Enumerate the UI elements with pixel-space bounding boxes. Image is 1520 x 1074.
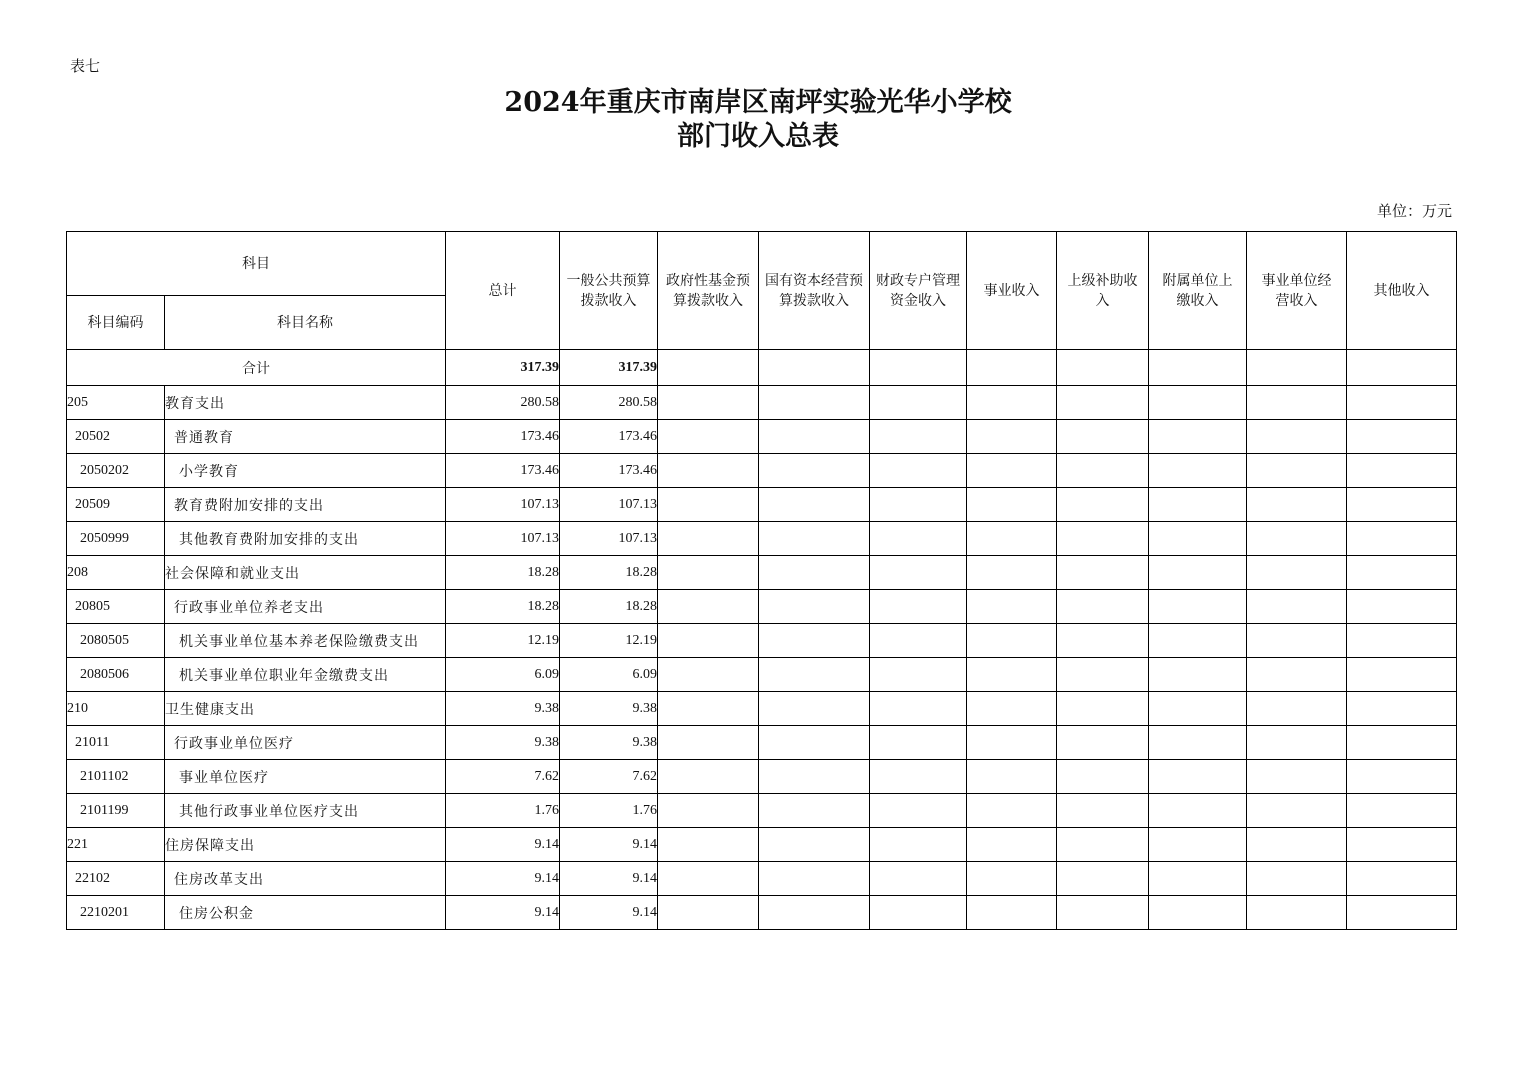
empty-cell xyxy=(658,350,759,386)
empty-cell xyxy=(1149,454,1247,488)
total-sum: 317.39 xyxy=(446,350,560,386)
general-public-cell: 18.28 xyxy=(560,590,658,624)
empty-cell xyxy=(967,624,1057,658)
empty-cell xyxy=(1057,794,1149,828)
empty-cell xyxy=(870,350,967,386)
empty-cell xyxy=(658,386,759,420)
subject-name-cell: 住房改革支出 xyxy=(165,862,446,896)
header-subject-name: 科目名称 xyxy=(165,296,446,350)
subject-code-cell: 221 xyxy=(67,828,165,862)
empty-cell xyxy=(759,420,870,454)
general-public-cell: 280.58 xyxy=(560,386,658,420)
empty-cell xyxy=(967,488,1057,522)
total-cell: 107.13 xyxy=(446,488,560,522)
empty-cell xyxy=(870,658,967,692)
table-row xyxy=(67,896,1457,930)
empty-cell xyxy=(1149,350,1247,386)
subject-name-cell: 行政事业单位养老支出 xyxy=(165,590,446,624)
empty-cell xyxy=(967,658,1057,692)
table-row xyxy=(67,386,1457,420)
empty-cell xyxy=(967,692,1057,726)
header-fiscal-special: 财政专户管理资金收入 xyxy=(870,232,967,350)
subject-code-cell: 2101102 xyxy=(67,760,165,794)
subject-code-cell: 21011 xyxy=(67,726,165,760)
subject-name-cell: 卫生健康支出 xyxy=(165,692,446,726)
empty-cell xyxy=(1347,862,1457,896)
general-public-cell: 173.46 xyxy=(560,454,658,488)
empty-cell xyxy=(658,828,759,862)
empty-cell xyxy=(1057,488,1149,522)
subject-code-cell: 210 xyxy=(67,692,165,726)
subject-name-cell: 住房保障支出 xyxy=(165,828,446,862)
empty-cell xyxy=(759,658,870,692)
table-row xyxy=(67,454,1457,488)
empty-cell xyxy=(967,350,1057,386)
empty-cell xyxy=(870,386,967,420)
empty-cell xyxy=(967,896,1057,930)
subject-code-cell: 2050202 xyxy=(67,454,165,488)
empty-cell xyxy=(967,726,1057,760)
empty-cell xyxy=(759,556,870,590)
empty-cell xyxy=(1149,522,1247,556)
subject-name-cell: 其他行政事业单位医疗支出 xyxy=(165,794,446,828)
subject-name-cell: 社会保障和就业支出 xyxy=(165,556,446,590)
subject-name-cell: 其他教育费附加安排的支出 xyxy=(165,522,446,556)
total-row xyxy=(67,350,1457,386)
empty-cell xyxy=(1149,692,1247,726)
empty-cell xyxy=(1247,726,1347,760)
table-row xyxy=(67,658,1457,692)
empty-cell xyxy=(1149,828,1247,862)
empty-cell xyxy=(1347,454,1457,488)
empty-cell xyxy=(759,726,870,760)
total-cell: 18.28 xyxy=(446,590,560,624)
empty-cell xyxy=(1057,522,1149,556)
header-general-public: 一般公共预算拨款收入 xyxy=(560,232,658,350)
empty-cell xyxy=(759,828,870,862)
empty-cell xyxy=(1149,896,1247,930)
empty-cell xyxy=(1247,590,1347,624)
empty-cell xyxy=(759,454,870,488)
empty-cell xyxy=(870,896,967,930)
empty-cell xyxy=(967,760,1057,794)
subject-name-cell: 事业单位医疗 xyxy=(165,760,446,794)
subject-code-cell: 2210201 xyxy=(67,896,165,930)
empty-cell xyxy=(870,420,967,454)
empty-cell xyxy=(1057,556,1149,590)
general-public-cell: 6.09 xyxy=(560,658,658,692)
page-subtitle: 部门收入总表 xyxy=(677,121,839,152)
table-row xyxy=(67,760,1457,794)
empty-cell xyxy=(1057,454,1149,488)
total-cell: 9.38 xyxy=(446,726,560,760)
empty-cell xyxy=(658,760,759,794)
empty-cell xyxy=(870,624,967,658)
empty-cell xyxy=(1247,556,1347,590)
empty-cell xyxy=(1149,556,1247,590)
empty-cell xyxy=(759,522,870,556)
general-public-cell: 107.13 xyxy=(560,488,658,522)
empty-cell xyxy=(1347,590,1457,624)
empty-cell xyxy=(870,828,967,862)
subject-code-cell: 20502 xyxy=(67,420,165,454)
empty-cell xyxy=(759,692,870,726)
subject-name-cell: 教育费附加安排的支出 xyxy=(165,488,446,522)
total-cell: 107.13 xyxy=(446,522,560,556)
subject-code-cell: 2080505 xyxy=(67,624,165,658)
empty-cell xyxy=(658,556,759,590)
empty-cell xyxy=(1247,692,1347,726)
empty-cell xyxy=(1247,624,1347,658)
subject-name-cell: 机关事业单位职业年金缴费支出 xyxy=(165,658,446,692)
empty-cell xyxy=(1149,760,1247,794)
empty-cell xyxy=(967,862,1057,896)
empty-cell xyxy=(1057,420,1149,454)
empty-cell xyxy=(967,454,1057,488)
general-public-cell: 18.28 xyxy=(560,556,658,590)
empty-cell xyxy=(658,590,759,624)
unit-label: 单位：万元 xyxy=(1376,202,1452,220)
table-row xyxy=(67,590,1457,624)
empty-cell xyxy=(1149,590,1247,624)
general-public-cell: 9.14 xyxy=(560,862,658,896)
header-total: 总计 xyxy=(446,232,560,350)
empty-cell xyxy=(658,488,759,522)
empty-cell xyxy=(759,896,870,930)
empty-cell xyxy=(967,522,1057,556)
header-row-1 xyxy=(67,232,1457,296)
empty-cell xyxy=(658,454,759,488)
empty-cell xyxy=(1057,350,1149,386)
empty-cell xyxy=(1149,726,1247,760)
empty-cell xyxy=(1149,862,1247,896)
subject-name-cell: 机关事业单位基本养老保险缴费支出 xyxy=(165,624,446,658)
empty-cell xyxy=(1247,350,1347,386)
table-number-label: 表七 xyxy=(70,57,101,75)
empty-cell xyxy=(870,454,967,488)
empty-cell xyxy=(1247,658,1347,692)
total-cell: 280.58 xyxy=(446,386,560,420)
table-row xyxy=(67,794,1457,828)
empty-cell xyxy=(658,692,759,726)
total-cell: 173.46 xyxy=(446,420,560,454)
empty-cell xyxy=(759,862,870,896)
empty-cell xyxy=(1347,556,1457,590)
empty-cell xyxy=(967,828,1057,862)
empty-cell xyxy=(658,420,759,454)
empty-cell xyxy=(1057,590,1149,624)
general-public-cell: 9.38 xyxy=(560,726,658,760)
empty-cell xyxy=(658,658,759,692)
table-row xyxy=(67,692,1457,726)
empty-cell xyxy=(658,726,759,760)
empty-cell xyxy=(967,386,1057,420)
empty-cell xyxy=(1149,624,1247,658)
empty-cell xyxy=(1149,658,1247,692)
empty-cell xyxy=(1347,420,1457,454)
income-table xyxy=(66,231,1457,930)
empty-cell xyxy=(870,862,967,896)
header-gov-fund: 政府性基金预算拨款收入 xyxy=(658,232,759,350)
empty-cell xyxy=(1347,896,1457,930)
empty-cell xyxy=(1247,896,1347,930)
empty-cell xyxy=(1347,692,1457,726)
empty-cell xyxy=(1347,386,1457,420)
empty-cell xyxy=(1057,386,1149,420)
subject-name-cell: 住房公积金 xyxy=(165,896,446,930)
empty-cell xyxy=(967,420,1057,454)
empty-cell xyxy=(1247,454,1347,488)
empty-cell xyxy=(1149,488,1247,522)
table-row xyxy=(67,556,1457,590)
subject-name-cell: 教育支出 xyxy=(165,386,446,420)
empty-cell xyxy=(870,726,967,760)
empty-cell xyxy=(1149,794,1247,828)
table-row xyxy=(67,862,1457,896)
empty-cell xyxy=(1347,624,1457,658)
empty-cell xyxy=(1057,692,1149,726)
table-row xyxy=(67,420,1457,454)
total-cell: 7.62 xyxy=(446,760,560,794)
empty-cell xyxy=(1057,896,1149,930)
empty-cell xyxy=(1057,624,1149,658)
empty-cell xyxy=(658,624,759,658)
header-subject-code: 科目编码 xyxy=(67,296,165,350)
general-public-cell: 7.62 xyxy=(560,760,658,794)
total-cell: 1.76 xyxy=(446,794,560,828)
general-public-cell: 9.14 xyxy=(560,896,658,930)
empty-cell xyxy=(1347,794,1457,828)
total-cell: 9.14 xyxy=(446,828,560,862)
empty-cell xyxy=(967,590,1057,624)
empty-cell xyxy=(870,590,967,624)
total-cell: 9.14 xyxy=(446,862,560,896)
empty-cell xyxy=(658,794,759,828)
table-row xyxy=(67,828,1457,862)
empty-cell xyxy=(1347,350,1457,386)
table-row xyxy=(67,522,1457,556)
table-row xyxy=(67,726,1457,760)
empty-cell xyxy=(1057,828,1149,862)
subject-name-cell: 普通教育 xyxy=(165,420,446,454)
empty-cell xyxy=(1247,420,1347,454)
empty-cell xyxy=(658,896,759,930)
empty-cell xyxy=(1347,828,1457,862)
empty-cell xyxy=(759,386,870,420)
empty-cell xyxy=(1057,658,1149,692)
total-label: 合计 xyxy=(67,350,446,386)
empty-cell xyxy=(870,488,967,522)
empty-cell xyxy=(1347,658,1457,692)
general-public-cell: 9.14 xyxy=(560,828,658,862)
empty-cell xyxy=(870,522,967,556)
general-public-cell: 107.13 xyxy=(560,522,658,556)
empty-cell xyxy=(967,794,1057,828)
empty-cell xyxy=(759,794,870,828)
empty-cell xyxy=(759,760,870,794)
empty-cell xyxy=(1247,794,1347,828)
subject-name-cell: 小学教育 xyxy=(165,454,446,488)
general-public-cell: 12.19 xyxy=(560,624,658,658)
empty-cell xyxy=(967,556,1057,590)
total-general-public: 317.39 xyxy=(560,350,658,386)
empty-cell xyxy=(658,862,759,896)
subject-code-cell: 2101199 xyxy=(67,794,165,828)
empty-cell xyxy=(870,692,967,726)
empty-cell xyxy=(1347,522,1457,556)
empty-cell xyxy=(1247,488,1347,522)
total-cell: 12.19 xyxy=(446,624,560,658)
empty-cell xyxy=(870,794,967,828)
empty-cell xyxy=(870,760,967,794)
total-cell: 173.46 xyxy=(446,454,560,488)
empty-cell xyxy=(1247,386,1347,420)
table-row xyxy=(67,624,1457,658)
empty-cell xyxy=(1347,760,1457,794)
header-other-income: 其他收入 xyxy=(1347,232,1457,350)
empty-cell xyxy=(1247,862,1347,896)
subject-code-cell: 20805 xyxy=(67,590,165,624)
empty-cell xyxy=(1057,726,1149,760)
empty-cell xyxy=(1057,760,1149,794)
subject-code-cell: 20509 xyxy=(67,488,165,522)
header-superior-subsidy: 上级补助收入 xyxy=(1057,232,1149,350)
empty-cell xyxy=(1247,522,1347,556)
empty-cell xyxy=(759,350,870,386)
header-subject: 科目 xyxy=(67,232,446,296)
subject-name-cell: 行政事业单位医疗 xyxy=(165,726,446,760)
subject-code-cell: 2050999 xyxy=(67,522,165,556)
empty-cell xyxy=(1149,386,1247,420)
general-public-cell: 173.46 xyxy=(560,420,658,454)
empty-cell xyxy=(1347,488,1457,522)
empty-cell xyxy=(759,624,870,658)
table-row xyxy=(67,488,1457,522)
total-cell: 9.14 xyxy=(446,896,560,930)
empty-cell xyxy=(658,522,759,556)
subject-code-cell: 22102 xyxy=(67,862,165,896)
empty-cell xyxy=(870,556,967,590)
empty-cell xyxy=(1347,726,1457,760)
empty-cell xyxy=(759,590,870,624)
page-title: 2024年重庆市南岸区南坪实验光华小学校 xyxy=(504,87,1012,118)
subject-code-cell: 205 xyxy=(67,386,165,420)
subject-code-cell: 2080506 xyxy=(67,658,165,692)
total-cell: 18.28 xyxy=(446,556,560,590)
empty-cell xyxy=(1247,828,1347,862)
empty-cell xyxy=(1247,760,1347,794)
header-business-income: 事业收入 xyxy=(967,232,1057,350)
general-public-cell: 9.38 xyxy=(560,692,658,726)
total-cell: 9.38 xyxy=(446,692,560,726)
header-state-capital: 国有资本经营预算拨款收入 xyxy=(759,232,870,350)
general-public-cell: 1.76 xyxy=(560,794,658,828)
header-affiliated-payment: 附属单位上缴收入 xyxy=(1149,232,1247,350)
total-cell: 6.09 xyxy=(446,658,560,692)
subject-code-cell: 208 xyxy=(67,556,165,590)
empty-cell xyxy=(1057,862,1149,896)
empty-cell xyxy=(759,488,870,522)
empty-cell xyxy=(1149,420,1247,454)
header-business-operation: 事业单位经营收入 xyxy=(1247,232,1347,350)
